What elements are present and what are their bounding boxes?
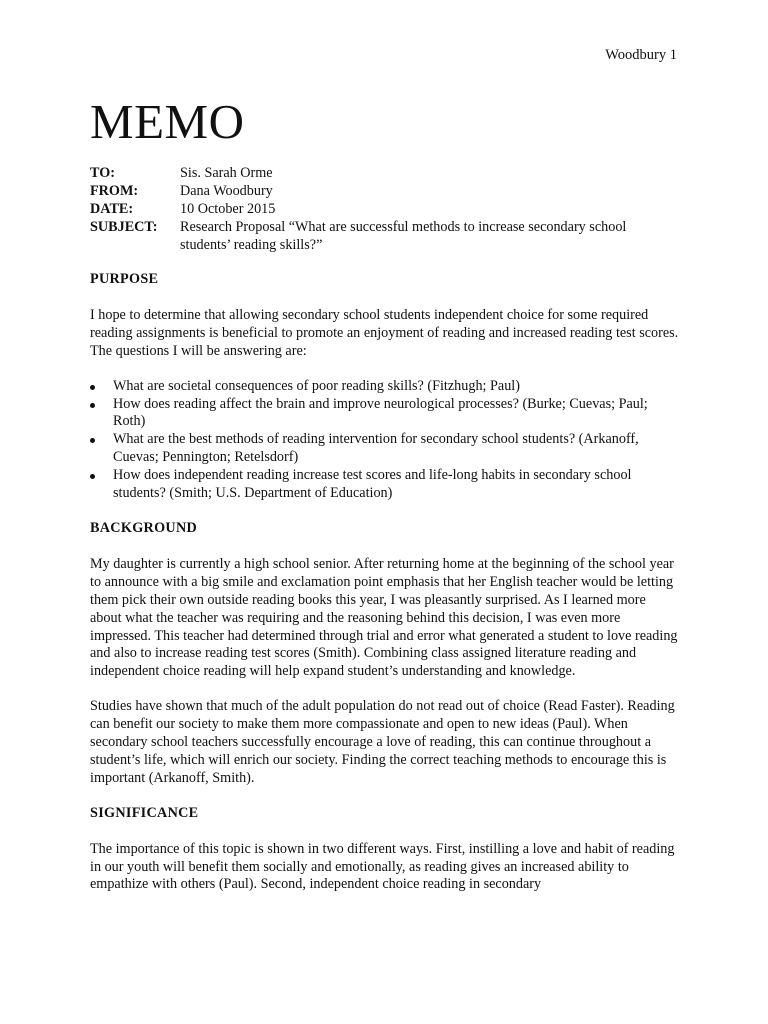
significance-paragraph: The importance of this topic is shown in two different ways. First, instilling a love and habit of reading in our youth will benefit them socially and emotionally, as reading gives an increased ability to empathize with others (Paul). Second, independent choice reading in secondary [90,840,675,893]
page-header: Woodbury 1 [605,47,677,63]
to-field [90,165,680,183]
to-value: Sis. Sarah Orme [180,165,273,181]
to-label: TO: [90,165,115,181]
significance-heading: SIGNIFICANCE [90,804,199,821]
list-item-text: How does independent reading increase test scores and life-long habits in secondary school students? (Smith; U.S. Department of Education) [113,467,632,502]
from-field [90,183,680,201]
list-item-text: What are societal consequences of poor reading skills? (Fitzhugh; Paul) [113,377,520,394]
background-paragraph-2: Studies have shown that much of the adult population do not read out of choice (Read Faster). Reading can benefit our society to make them more compassionate and open to new ideas (Paul). When secondary school teachers successfully encourage a love of reading, this can continue throughout a student’s life, which will enrich our society. Finding the correct teaching methods to encourage this is important (Arkanoff, Smith). [90,698,675,786]
subject-field [90,219,680,255]
purpose-paragraph: I hope to determine that allowing secondary school students independent choice for some required reading assignments is beneficial to promote an enjoyment of reading and increased reading test scores. The questions I will be answering are: [90,306,679,359]
purpose-heading: PURPOSE [90,271,159,287]
subject-label: SUBJECT: [90,218,158,235]
background-heading: BACKGROUND [90,519,198,536]
purpose-question-list [90,378,680,503]
list-item [90,467,680,503]
subject-value: Research Proposal “What are successful methods to increase secondary school students’ reading skills?” [180,218,627,253]
memo-title: MEMO [90,94,245,149]
memo-fields [90,165,680,255]
date-label: DATE: [90,200,134,217]
from-value: Dana Woodbury [180,182,273,199]
list-item [90,396,680,432]
bullet-icon [90,474,95,479]
background-paragraph-1: My daughter is currently a high school senior. After returning home at the beginning of the school year to announce with a big smile and exclamation point emphasis that her English teacher would be letting them pick their own outside reading books this year, I was pleasantly surprised. As I learned more about what the teacher was requiring and the reasoning behind this decision, I was even more impressed. This teacher had determined through trial and error what generated a student to love reading and also to increase reading test scores (Smith). Combining class assigned literature reading and independent choice reading will help expand student’s understanding and knowledge. [90,555,678,680]
date-field [90,201,680,219]
list-item-text: What are the best methods of reading intervention for secondary school students? (Arkanoff, Cuevas; Pennington; Retelsdorf) [113,431,639,466]
bullet-icon [90,438,95,443]
from-label: FROM: [90,182,139,199]
memo-body [90,271,680,911]
list-item-text: How does reading affect the brain and improve neurological processes? (Burke; Cuevas; Paul; Roth) [113,395,648,430]
list-item [90,378,680,396]
list-item [90,431,680,467]
bullet-icon [90,403,95,408]
bullet-icon [90,385,95,390]
date-value: 10 October 2015 [180,200,276,217]
